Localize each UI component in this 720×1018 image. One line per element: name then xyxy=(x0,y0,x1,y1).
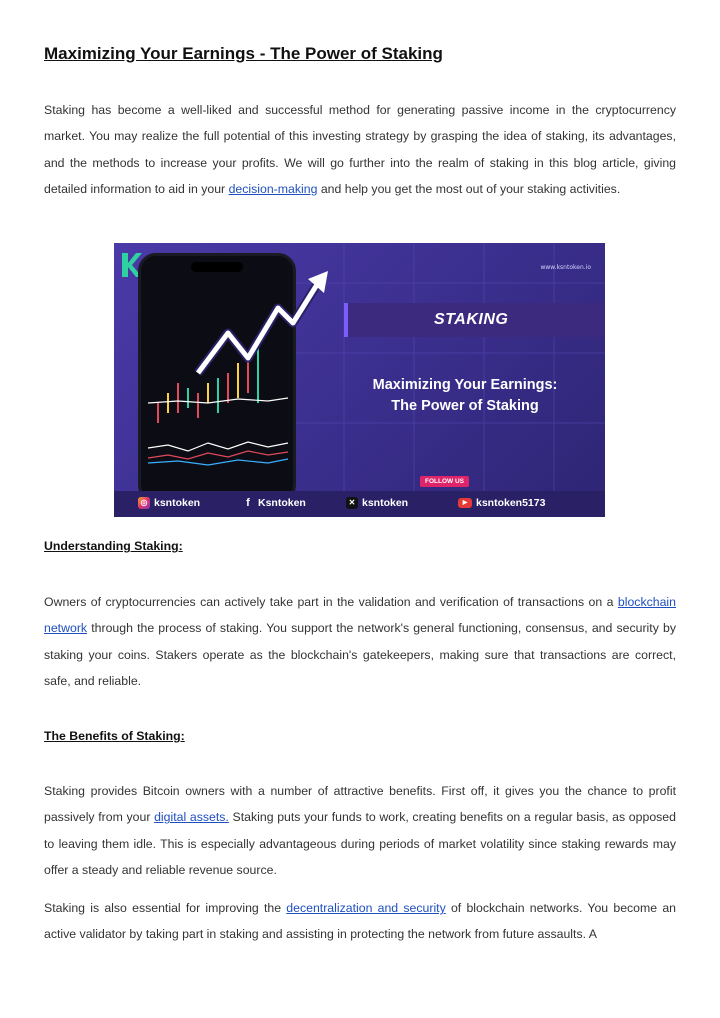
banner-headline xyxy=(359,375,571,417)
banner-headline-line2: The Power of Staking xyxy=(391,398,539,414)
intro-text-1: Staking has become a well-liked and successful method for generating passive income in the cryptocurrency market. You may realize the full potential of this investing strategy by grasping the idea of staking, its advantages, and the methods to increase your profits. We will go further into the realm of staking in this blog article, giving detailed information to aid in your xyxy=(44,103,676,197)
social-label: ksntoken xyxy=(154,497,201,509)
decision-making-link[interactable]: decision-making xyxy=(228,182,318,197)
social-youtube xyxy=(458,497,545,509)
social-label: Ksntoken xyxy=(258,497,306,509)
decentralization-security-link[interactable]: decentralization and security xyxy=(286,901,446,915)
intro-paragraph xyxy=(44,97,676,203)
instagram-icon: ◎ xyxy=(138,497,150,509)
understanding-paragraph xyxy=(44,589,676,695)
section-heading-understanding: Understanding Staking: xyxy=(44,539,183,553)
banner-website: www.ksntoken.io xyxy=(540,264,591,271)
benefits-text-3: Staking is also essential for improving the xyxy=(44,901,287,915)
social-facebook xyxy=(242,497,306,509)
page-title: Maximizing Your Earnings - The Power of Staking xyxy=(44,44,443,63)
intro-text-2: and help you get the most out of your staking activities. xyxy=(317,182,621,197)
benefits-paragraph-1 xyxy=(44,778,676,884)
follow-us-badge: FOLLOW US xyxy=(420,476,469,487)
benefits-text-4: of blockchain networks. You become an active validator by taking part in staking and assisting in protecting the network from future assaults. A xyxy=(44,901,677,942)
benefits-paragraph-2 xyxy=(44,895,676,948)
digital-assets-link[interactable]: digital assets. xyxy=(154,810,229,825)
blockchain-network-link[interactable]: blockchain network xyxy=(44,595,676,636)
understanding-text-2: through the process of staking. You support the network's general functioning, consensus, and security by staking your coins. Stakers operate as the blockchain's gatekeepers, making sure that transactions are correct, safe, and reliable. xyxy=(44,621,676,689)
benefits-text-2: Staking puts your funds to work, creating benefits on a regular basis, as opposed to leaving them idle. This is especially advantageous during periods of market volatility since staking rewards may offer a steady and reliable revenue source. xyxy=(44,810,676,878)
social-label: ksntoken5173 xyxy=(476,497,546,509)
understanding-text-1: Owners of cryptocurrencies can actively take part in the validation and verification of transactions on a xyxy=(44,595,618,609)
banner-tag-label: STAKING xyxy=(434,311,509,328)
banner-headline-line1: Maximizing Your Earnings: xyxy=(372,377,558,393)
staking-banner-image xyxy=(114,243,605,517)
youtube-icon: ▶ xyxy=(458,498,472,508)
social-label: ksntoken xyxy=(362,497,409,509)
benefits-text-1: Staking provides Bitcoin owners with a number of attractive benefits. First off, it gives you the chance to profit passively from your xyxy=(44,784,676,825)
banner-social-bar xyxy=(114,491,605,517)
section-heading-benefits: The Benefits of Staking: xyxy=(44,729,185,743)
facebook-icon: f xyxy=(242,497,254,509)
banner-tag xyxy=(344,303,605,337)
social-twitter xyxy=(346,497,408,509)
twitter-icon: ✕ xyxy=(346,497,358,509)
candlestick-chart-illustration xyxy=(138,253,338,503)
social-instagram xyxy=(138,497,200,509)
